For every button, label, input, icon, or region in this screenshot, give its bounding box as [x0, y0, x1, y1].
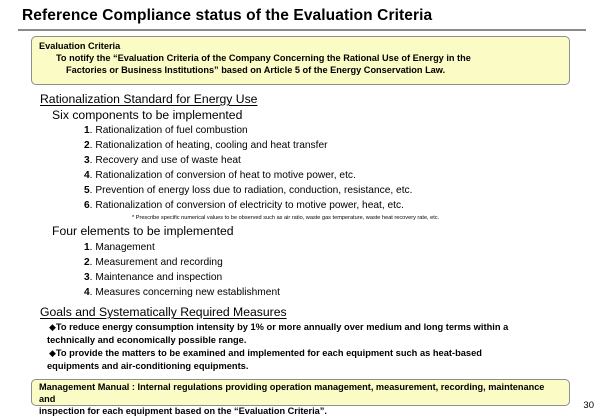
goal-item: ◆To reduce energy consumption intensity by 1% or more annually over medium and long terms within a technically and economically possible range. [47, 322, 509, 345]
six-components-list [84, 123, 412, 214]
list-item: 4. Rationalization of conversion of heat to motive power, etc. [84, 170, 356, 182]
six-components-heading: Six components to be implemented [52, 108, 243, 122]
evaluation-criteria-label: Evaluation Criteria [39, 41, 121, 51]
evaluation-criteria-box [31, 36, 570, 85]
evaluation-criteria-line-1: To notify the “Evaluation Criteria of the Company Concerning the Rational Use of Energy in the [56, 53, 471, 63]
list-item: 4. Measures concerning new establishment [84, 287, 280, 299]
list-item: 2. Measurement and recording [84, 257, 223, 269]
four-elements-heading: Four elements to be implemented [52, 224, 234, 238]
evaluation-criteria-line-2: Factories or Business Institutions” based on Article 5 of the Energy Conservation Law. [66, 65, 446, 75]
list-item: 1. Management [84, 242, 155, 253]
diamond-bullet-icon: ◆ [49, 322, 56, 332]
list-item: 6. Rationalization of conversion of electricity to motive power, heat, etc. [84, 200, 404, 212]
list-item: 2. Rationalization of heating, cooling and heat transfer [84, 140, 328, 152]
page-title: Reference Compliance status of the Evaluation Criteria [22, 7, 433, 24]
page-number: 30 [583, 400, 594, 411]
prescribe-note: * Prescribe specific numerical values to be observed such as air ratio, waste gas temperature, waste heat recovery rate, etc. [132, 215, 440, 221]
goal-item: ◆To provide the matters to be examined and implemented for each equipment such as heat-based equipments and air-conditioning equipments. [47, 348, 482, 371]
management-manual-line-2: inspection for each equipment based on the “Evaluation Criteria”. [39, 406, 327, 416]
diamond-bullet-icon: ◆ [49, 348, 56, 358]
list-item: 5. Prevention of energy loss due to radiation, conduction, resistance, etc. [84, 185, 413, 197]
goals-heading: Goals and Systematically Required Measures [40, 305, 287, 319]
title-divider [18, 29, 586, 31]
four-elements-list [84, 240, 280, 300]
list-item: 3. Recovery and use of waste heat [84, 155, 241, 167]
rationalization-heading: Rationalization Standard for Energy Use [40, 92, 258, 106]
management-manual-box [31, 379, 570, 416]
list-item: 1. Rationalization of fuel combustion [84, 125, 248, 136]
list-item: 3. Maintenance and inspection [84, 272, 223, 284]
management-manual-line-1: Management Manual : Internal regulations providing operation management, measurement, recording, maintenance and [39, 382, 545, 404]
